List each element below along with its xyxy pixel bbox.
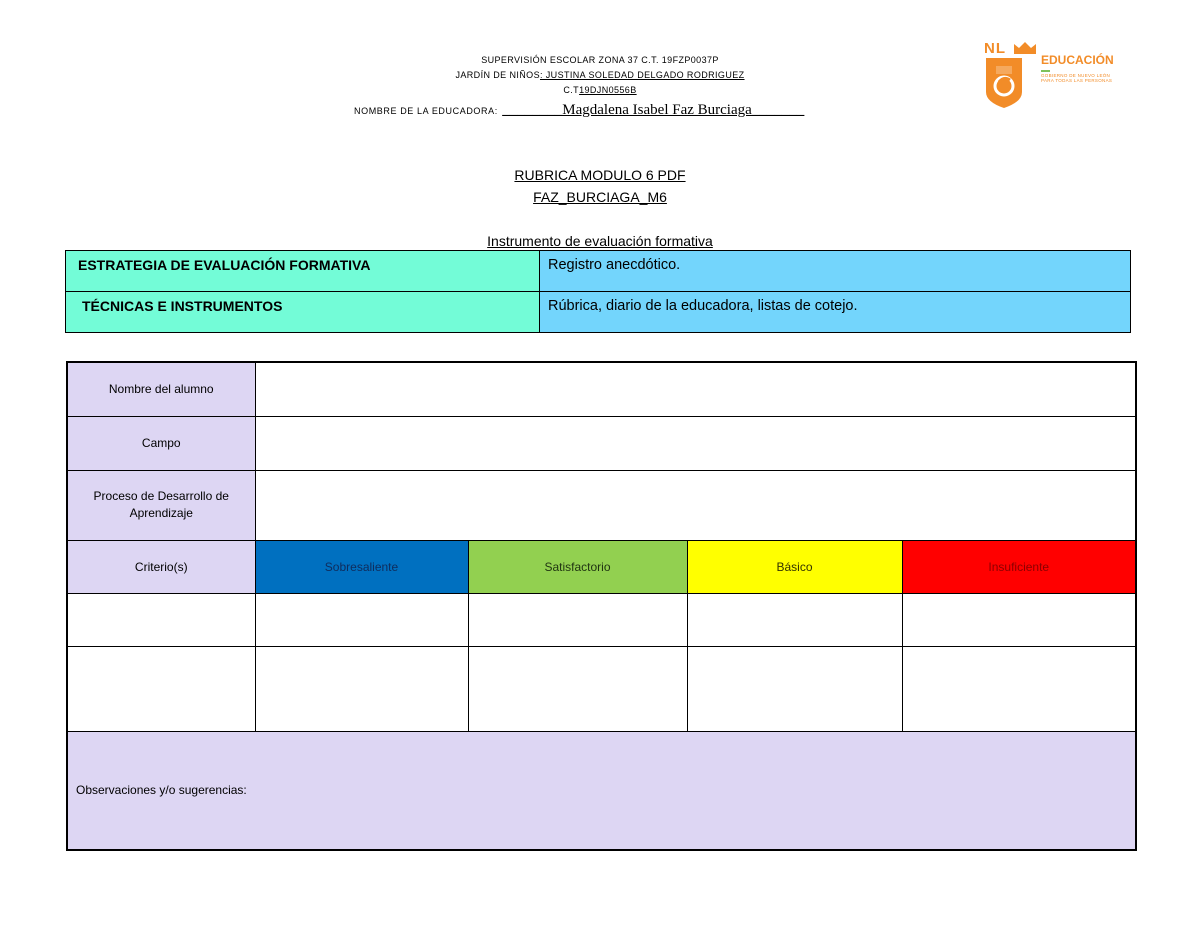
- techniques-value: Rúbrica, diario de la educadora, listas de cotejo.: [548, 298, 858, 314]
- criteria-cell[interactable]: [67, 593, 255, 646]
- shield-icon: [986, 58, 1022, 108]
- logo-nl-text: NL: [984, 40, 1006, 57]
- strategy-row: [66, 251, 1131, 292]
- criteria-cell[interactable]: [468, 646, 687, 731]
- campo-label: Campo: [67, 416, 255, 470]
- observaciones-label: Observaciones y/o sugerencias:: [76, 783, 247, 798]
- techniques-label-cell: [66, 292, 540, 333]
- level-satisfactorio: Satisfactorio: [468, 540, 687, 593]
- jardin-line: JARDÍN DE NIÑOS: JUSTINA SOLEDAD DELGADO RODRIGUEZ: [455, 70, 745, 80]
- strategy-value-cell: [540, 251, 1131, 292]
- crown-icon: [1014, 42, 1036, 54]
- criteria-cell[interactable]: [468, 593, 687, 646]
- logo-accent-bar: [1041, 70, 1050, 72]
- supervision-line: SUPERVISIÓN ESCOLAR ZONA 37 C.T. 19FZP0037P: [481, 55, 719, 65]
- strategy-label: ESTRATEGIA DE EVALUACIÓN FORMATIVA: [78, 257, 371, 273]
- strategy-table: [65, 250, 1131, 333]
- campo-field[interactable]: [255, 416, 1136, 470]
- criteria-cell[interactable]: [255, 646, 468, 731]
- logo-brand-text: EDUCACIÓN: [1041, 53, 1114, 67]
- criteria-cell[interactable]: [67, 646, 255, 731]
- proceso-field[interactable]: [255, 470, 1136, 540]
- ct-line: C.T19DJN0556B: [563, 85, 637, 95]
- title-file: FAZ_BURCIAGA_M6: [533, 189, 667, 205]
- criteria-header-row: [67, 540, 1136, 593]
- observaciones-cell[interactable]: [67, 731, 1136, 850]
- techniques-row: [66, 292, 1131, 333]
- observaciones-row: [67, 731, 1136, 850]
- educadora-label: NOMBRE DE LA EDUCADORA:: [354, 106, 498, 116]
- techniques-value-cell: [540, 292, 1131, 333]
- proceso-row: [67, 470, 1136, 540]
- proceso-label-text: Proceso de Desarrollo de Aprendizaje: [93, 489, 229, 520]
- logo-tagline: GOBIERNO DE NUEVO LEÓN PARA TODAS LAS PERSONAS: [1041, 73, 1113, 83]
- criteria-cell[interactable]: [902, 593, 1136, 646]
- criterio-label: Criterio(s): [67, 540, 255, 593]
- student-row: [67, 362, 1136, 416]
- criteria-row: [67, 593, 1136, 646]
- level-basico: Básico: [687, 540, 902, 593]
- title-instrumento: Instrumento de evaluación formativa: [487, 233, 713, 249]
- level-insuficiente: Insuficiente: [902, 540, 1136, 593]
- student-field[interactable]: [255, 362, 1136, 416]
- title-rubrica: RUBRICA MODULO 6 PDF: [514, 167, 686, 183]
- criteria-row: [67, 646, 1136, 731]
- proceso-label: [67, 470, 255, 540]
- criteria-cell[interactable]: [687, 646, 902, 731]
- criteria-cell[interactable]: [255, 593, 468, 646]
- techniques-label: TÉCNICAS E INSTRUMENTOS: [82, 298, 283, 314]
- strategy-value: Registro anecdótico.: [548, 257, 681, 273]
- level-sobresaliente: Sobresaliente: [255, 540, 468, 593]
- campo-row: [67, 416, 1136, 470]
- criteria-cell[interactable]: [687, 593, 902, 646]
- strategy-label-cell: [66, 251, 540, 292]
- educadora-name: ________Magdalena Isabel Faz Burciaga_______: [502, 102, 805, 118]
- educadora-line: [354, 101, 804, 119]
- nl-educacion-logo: [984, 40, 1134, 112]
- criteria-cell[interactable]: [902, 646, 1136, 731]
- rubric-table: [66, 361, 1137, 851]
- student-label: Nombre del alumno: [67, 362, 255, 416]
